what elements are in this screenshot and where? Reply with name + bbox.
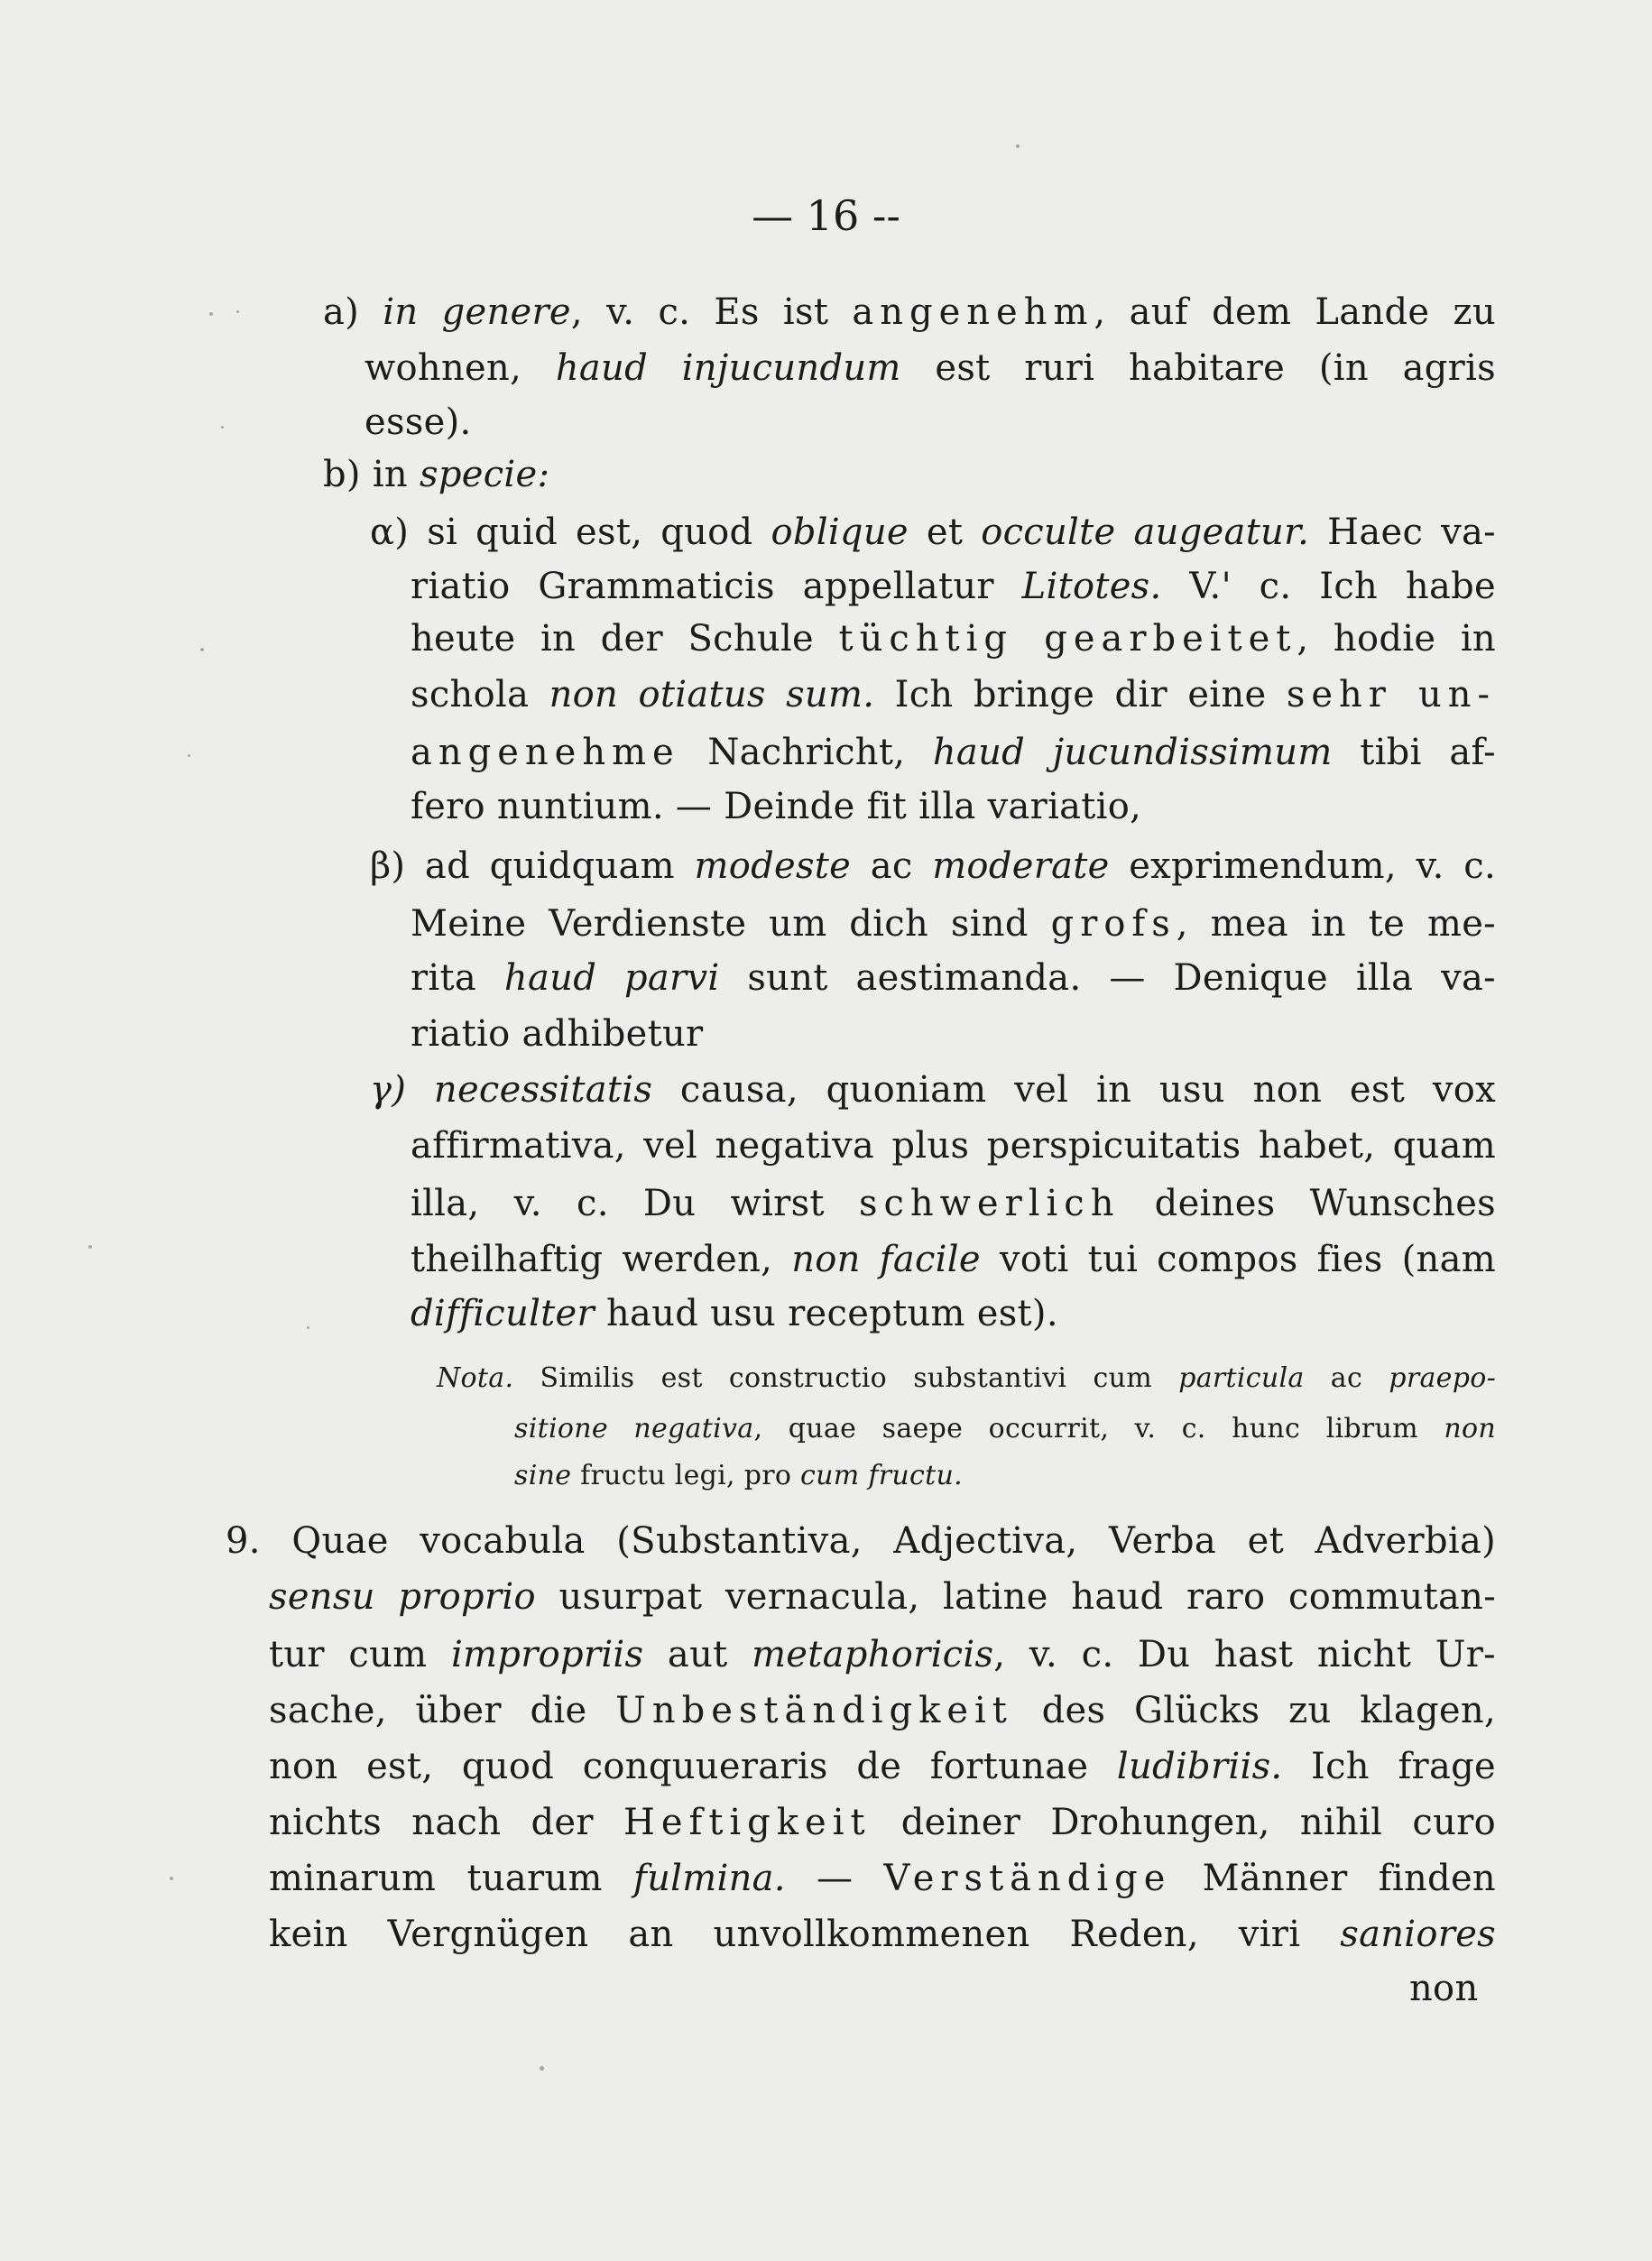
italic-run: non xyxy=(1444,1413,1497,1444)
text-run: , quae saepe occurrit, v. c. hunc librum xyxy=(753,1413,1444,1444)
text-line xyxy=(411,1288,1058,1339)
text-line xyxy=(226,1516,1496,1566)
text-run: fructu legi, pro xyxy=(571,1460,801,1491)
italic-run: sensu proprio xyxy=(269,1576,536,1618)
italic-run: moderate xyxy=(932,845,1110,887)
text-line xyxy=(411,727,1496,778)
text-line xyxy=(411,781,1141,832)
italic-run: haud injucundum xyxy=(555,347,901,389)
spaced-run: Heftigkeit xyxy=(623,1802,872,1843)
italic-run: haud jucundissimum xyxy=(932,732,1333,773)
text-run: et xyxy=(908,512,982,553)
text-run: tur cum xyxy=(269,1634,451,1675)
text-run: non est, quod conquueraris de fortunae xyxy=(269,1746,1117,1787)
spaced-run: Verständige xyxy=(883,1858,1172,1899)
text-run: Männer finden xyxy=(1171,1858,1496,1899)
text-line xyxy=(269,1685,1496,1736)
text-run: heute in der Schule xyxy=(411,618,839,660)
scan-speck xyxy=(540,2066,544,2071)
text-run: deines Wunsches xyxy=(1120,1183,1496,1224)
text-run: , hodie in xyxy=(1297,618,1496,660)
text-line xyxy=(269,1909,1496,1960)
scan-speck xyxy=(221,426,224,429)
text-run: deiner Drohungen, nihil curo xyxy=(871,1802,1496,1843)
text-run: Ich bringe dir eine xyxy=(874,674,1287,715)
text-run: affirmativa, vel negativa plus perspicuitatis habet, quam xyxy=(411,1125,1496,1167)
text-run: 9. Quae vocabula (Substantiva, Adjectiva, Verba et Adverbia) xyxy=(226,1520,1496,1562)
spaced-run: angenehm xyxy=(852,291,1094,333)
text-run: Nachricht, xyxy=(679,732,933,773)
text-line xyxy=(411,1009,703,1059)
text-line xyxy=(411,561,1496,612)
text-run: , mea in te me- xyxy=(1176,903,1496,945)
text-line xyxy=(269,1853,1496,1904)
text-run: Ich frage xyxy=(1282,1746,1496,1787)
text-line xyxy=(370,841,1496,891)
italic-run: praepo- xyxy=(1389,1362,1496,1394)
text-line xyxy=(411,953,1496,1003)
text-run: illa, v. c. Du wirst xyxy=(411,1183,859,1224)
text-run: fero nuntium. — Deinde fit illa variatio, xyxy=(411,786,1142,827)
text-run: voti tui compos fies (nam xyxy=(980,1239,1496,1280)
footnote-line xyxy=(514,1456,963,1496)
text-run: est ruri habitare (in agris xyxy=(900,347,1496,389)
text-line xyxy=(269,1572,1496,1622)
text-run: aut xyxy=(643,1634,752,1675)
italic-run: sitione negativa xyxy=(514,1413,754,1444)
text-line xyxy=(269,1797,1496,1848)
text-run: Similis est constructio substantivi cum xyxy=(513,1362,1179,1394)
text-run: sunt aestimanda. — Denique illa va- xyxy=(719,957,1497,999)
text-run: ac xyxy=(1304,1362,1389,1394)
text-run: tibi af- xyxy=(1332,732,1496,773)
scan-speck xyxy=(88,1245,92,1249)
text-run: wohnen, xyxy=(365,347,556,389)
italic-run: metaphoricis xyxy=(752,1634,994,1675)
text-run: — xyxy=(785,1858,884,1899)
text-run: exprimendum, v. c. xyxy=(1109,845,1496,887)
text-run: haud usu receptum est). xyxy=(594,1293,1058,1334)
spaced-run: tüchtig gearbeitet xyxy=(838,618,1297,660)
italic-run: non otiatus sum. xyxy=(549,674,875,715)
spaced-run: angenehme xyxy=(411,732,680,773)
italic-run: γ) necessitatis xyxy=(370,1069,653,1111)
italic-run: in genere xyxy=(383,291,571,333)
text-run: , auf dem Lande zu xyxy=(1094,291,1496,333)
text-run: riatio Grammaticis appellatur xyxy=(411,566,1022,607)
text-line xyxy=(269,1629,1496,1680)
text-run: esse). xyxy=(365,401,472,443)
text-run: causa, quoniam vel in usu non est vox xyxy=(652,1069,1496,1111)
text-run: ac xyxy=(851,845,933,887)
footnote-line xyxy=(437,1359,1496,1398)
text-run: , v. c. Es ist xyxy=(570,291,853,333)
italic-run: occulte augeatur. xyxy=(981,512,1310,553)
text-line xyxy=(370,1065,1496,1115)
text-line xyxy=(323,287,1496,337)
text-run: theilhaftig werden, xyxy=(411,1239,792,1280)
text-run: Meine Verdienste um dich sind xyxy=(411,903,1051,945)
text-run: rita xyxy=(411,957,504,999)
italic-run: difficulter xyxy=(411,1293,595,1334)
footnote-line xyxy=(514,1409,1496,1449)
scan-speck xyxy=(209,312,213,316)
italic-run: Litotes. xyxy=(1021,566,1162,607)
scan-speck xyxy=(170,1877,173,1880)
text-run: non xyxy=(1409,1968,1479,2009)
spaced-run: Unbeständigkeit xyxy=(615,1690,1013,1731)
text-line xyxy=(365,397,472,448)
text-line xyxy=(411,899,1496,949)
text-run: Haec va- xyxy=(1309,512,1496,553)
text-run: , v. c. Du hast nicht Ur- xyxy=(993,1634,1496,1675)
scan-speck xyxy=(236,310,239,313)
italic-run: haud parvi xyxy=(503,957,720,999)
text-run: a) xyxy=(323,291,383,333)
text-run: minarum tuarum xyxy=(269,1858,633,1899)
italic-run: particula xyxy=(1178,1362,1305,1394)
spaced-run: schwerlich xyxy=(858,1183,1121,1224)
text-line xyxy=(411,1121,1496,1171)
italic-run: saniores xyxy=(1340,1914,1496,1955)
scan-speck xyxy=(1016,144,1020,148)
italic-run: sine xyxy=(514,1460,572,1491)
text-run: V.' c. Ich habe xyxy=(1161,566,1496,607)
italic-run: non facile xyxy=(791,1239,981,1280)
text-run: schola xyxy=(411,674,549,715)
italic-run: Nota. xyxy=(437,1362,514,1394)
text-line xyxy=(365,343,1496,393)
text-run: kein Vergnügen an unvollkommenen Reden, viri xyxy=(269,1914,1341,1955)
scan-speck xyxy=(200,648,204,651)
italic-run: cum fructu. xyxy=(800,1460,963,1491)
spaced-run: grofs xyxy=(1050,903,1177,945)
scan-speck xyxy=(188,754,190,757)
italic-run: impropriis xyxy=(450,1634,644,1675)
text-run: nichts nach der xyxy=(269,1802,623,1843)
italic-run: fulmina. xyxy=(632,1858,786,1899)
italic-run: specie: xyxy=(420,454,550,495)
text-line xyxy=(269,1741,1496,1792)
scan-speck xyxy=(307,1326,309,1329)
italic-run: ludibriis. xyxy=(1116,1746,1283,1787)
italic-run: oblique xyxy=(771,512,909,553)
italic-run: modeste xyxy=(694,845,852,887)
spaced-run: sehr un- xyxy=(1286,674,1496,715)
text-run: des Glücks zu klagen, xyxy=(1012,1690,1496,1731)
text-line xyxy=(370,507,1496,558)
page-number: — 16 -- xyxy=(752,191,900,240)
text-run: α) si quid est, quod xyxy=(370,512,771,553)
text-run: b) in xyxy=(323,454,420,495)
text-run: riatio adhibetur xyxy=(411,1013,704,1055)
text-run: usurpat vernacula, latine haud raro commutan- xyxy=(535,1576,1497,1618)
text-run: sache, über die xyxy=(269,1690,616,1731)
catchword xyxy=(1409,1963,1479,2014)
text-line xyxy=(411,1234,1496,1285)
text-run: β) ad quidquam xyxy=(370,845,695,887)
text-line xyxy=(411,614,1496,664)
text-line xyxy=(323,449,549,500)
text-line xyxy=(411,669,1496,720)
text-line xyxy=(411,1178,1496,1229)
